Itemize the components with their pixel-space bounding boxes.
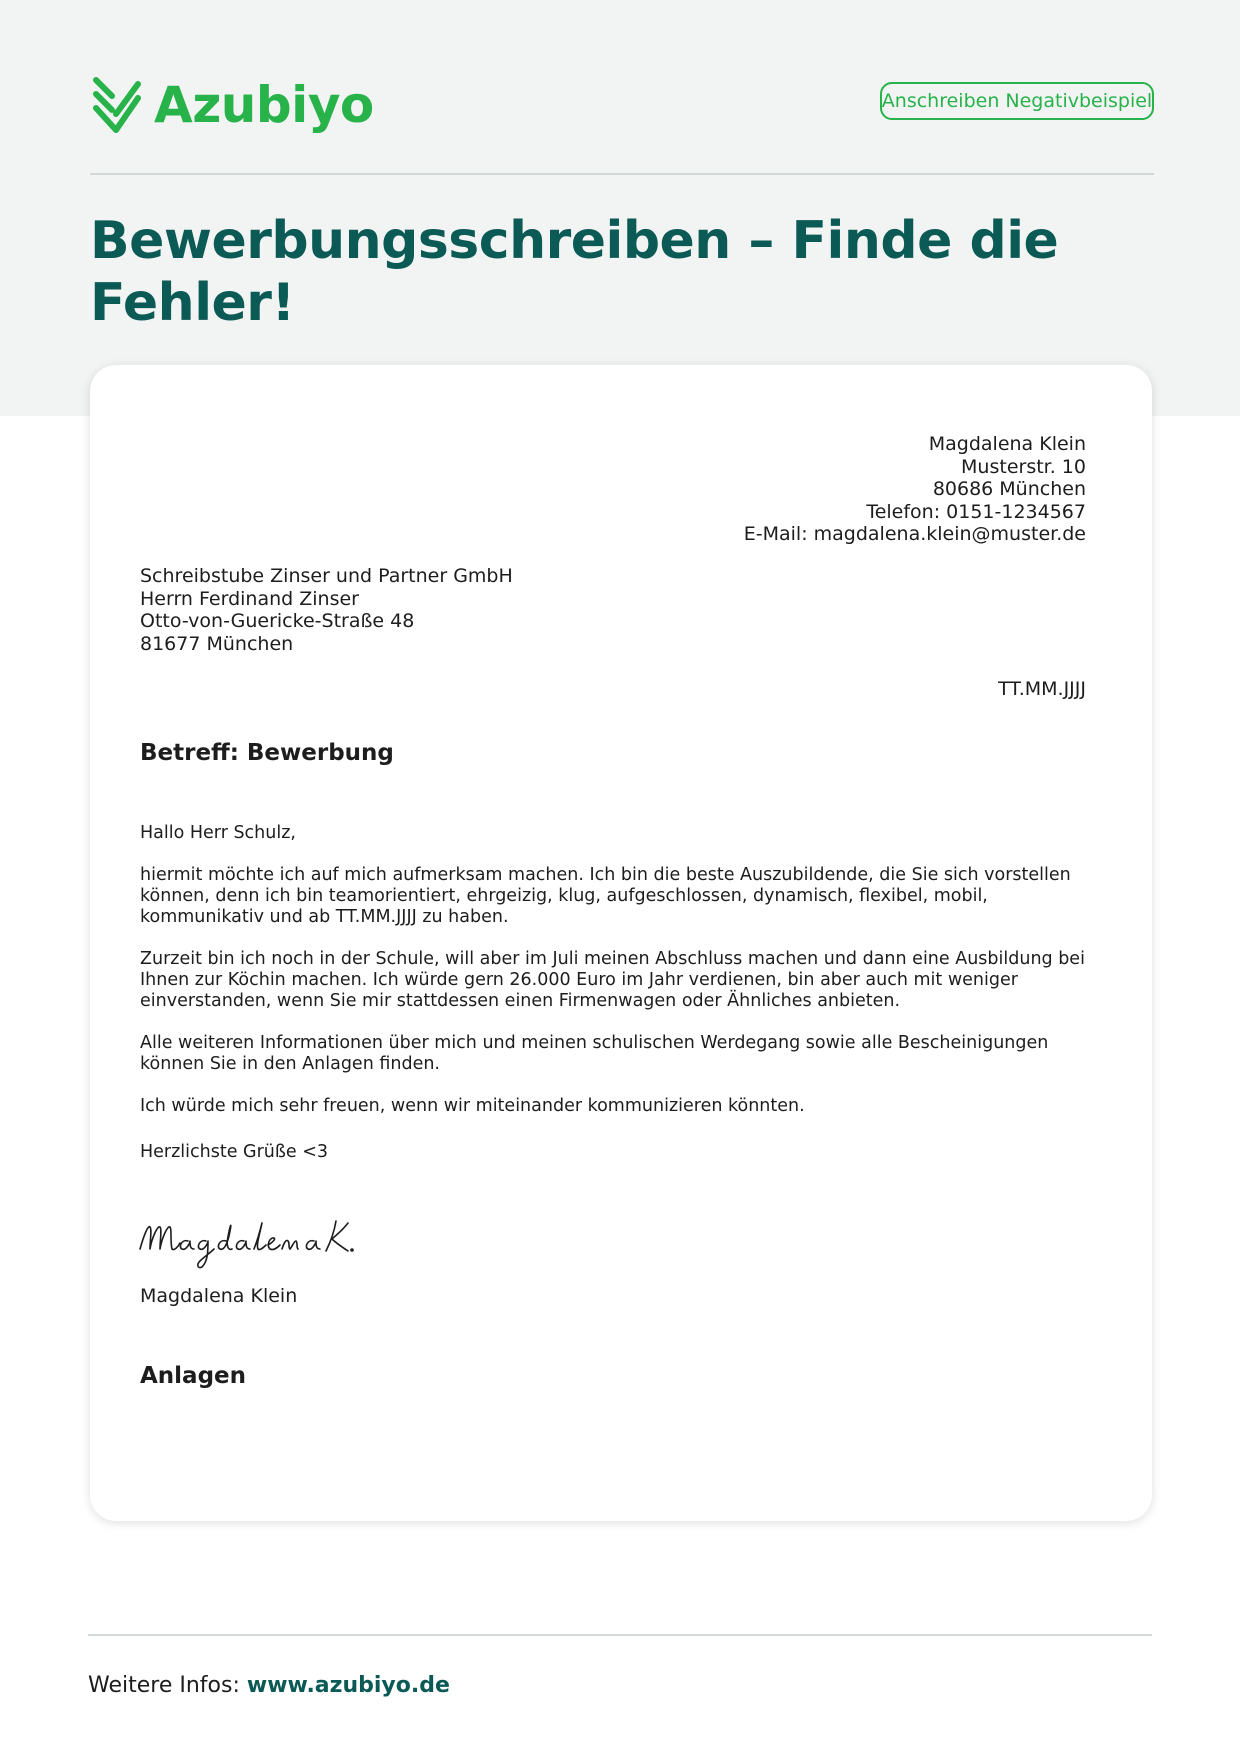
sender-street: Musterstr. 10 — [961, 455, 1086, 478]
brand-name: Azubiyo — [154, 76, 374, 134]
body-paragraph: Zurzeit bin ich noch in der Schule, will aber im Juli meinen Abschluss machen und dann eine Ausbildung bei Ihnen zur Köchin machen. Ich würde gern 26.000 Euro im Jahr verdienen, bin aber auch mit weniger einverstanden, wenn Sie mir stattdessen einen Firmenwagen oder Ähnliches anbieten. — [140, 949, 1085, 1011]
recipient-address — [140, 565, 513, 655]
handwritten-signature — [136, 1211, 356, 1271]
header-band — [0, 0, 1240, 416]
body-paragraph: Alle weiteren Informationen über mich und meinen schulischen Werdegang sowie alle Bescheinigungen können Sie in den Anlagen finden. — [140, 1033, 1049, 1074]
footer-label: Weitere Infos: — [88, 1673, 247, 1698]
sender-phone: Telefon: 0151-1234567 — [866, 500, 1086, 523]
sender-email: E-Mail: magdalena.klein@muster.de — [743, 523, 1086, 545]
page-title: Bewerbungsschreiben – Finde die Fehler! — [90, 211, 1059, 333]
footer-website-link[interactable]: www.azubiyo.de — [246, 1673, 450, 1698]
recipient-street: Otto-von-Guericke-Straße 48 — [140, 610, 415, 632]
sender-address — [744, 433, 1086, 546]
recipient-person: Herrn Ferdinand Zinser — [140, 587, 359, 610]
footer-divider — [88, 1634, 1152, 1636]
attachments-heading: Anlagen — [140, 1363, 247, 1389]
letter-subject: Betreff: Bewerbung — [140, 740, 394, 766]
recipient-company: Schreibstube Zinser und Partner GmbH — [140, 565, 513, 587]
body-paragraph: Ich würde mich sehr freuen, wenn wir miteinander kommunizieren könnten. — [140, 1096, 805, 1116]
letter-body — [140, 823, 1100, 1138]
azubiyo-logo-icon — [90, 74, 144, 136]
sender-city: 80686 München — [932, 478, 1086, 500]
footer-info — [88, 1673, 450, 1698]
header-divider — [90, 173, 1154, 175]
letter-date: TT.MM.JJJJ — [998, 678, 1086, 700]
closing-phrase: Herzlichste Grüße <3 — [140, 1142, 329, 1162]
body-paragraph: hiermit möchte ich auf mich aufmerksam machen. Ich bin die beste Auszubildende, die Sie sich vorstellen können, denn ich bin teamorientiert, ehrgeizig, klug, aufgeschlossen, dynamisch, flexibel, mobil, kommunikativ und ab TT.MM.JJJJ zu haben. — [140, 865, 1071, 927]
sender-name: Magdalena Klein — [928, 433, 1086, 455]
signer-name: Magdalena Klein — [140, 1285, 298, 1307]
document-type-badge: Anschreiben Negativbeispiel — [880, 82, 1154, 120]
salutation: Hallo Herr Schulz, — [140, 823, 296, 843]
letter-card — [90, 365, 1152, 1521]
brand-logo[interactable] — [90, 74, 374, 136]
recipient-city: 81677 München — [140, 632, 294, 655]
